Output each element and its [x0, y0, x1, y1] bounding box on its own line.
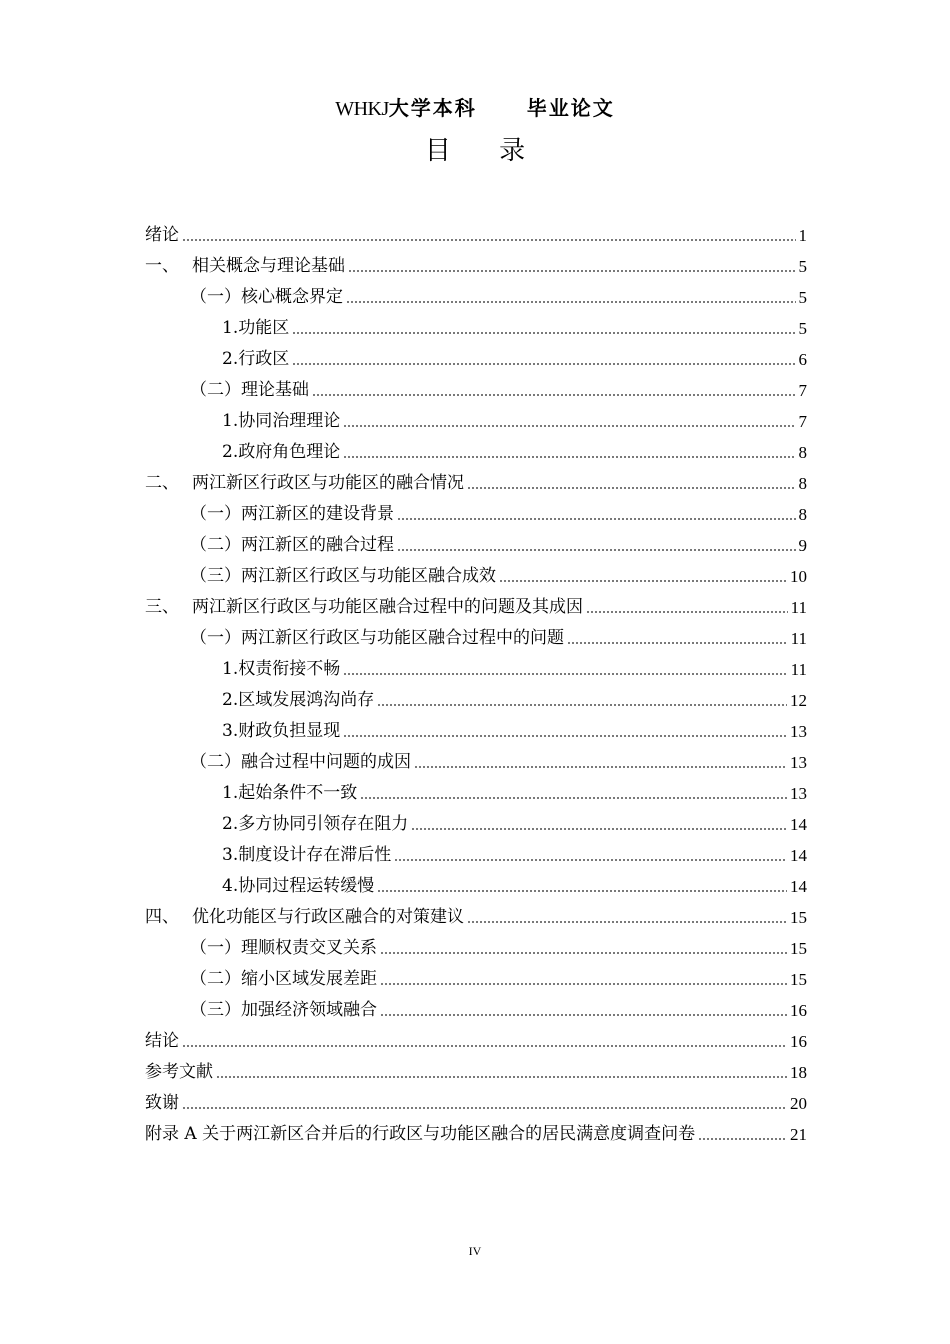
- toc-entry-number: 3.: [222, 845, 239, 865]
- table-of-contents: [145, 220, 807, 1150]
- toc-entry[interactable]: [145, 344, 807, 375]
- toc-entry-label: 权责衔接不畅: [238, 659, 341, 679]
- toc-entry-number: 2.: [222, 442, 239, 462]
- toc-entry-label: 制度设计存在滞后性: [238, 845, 392, 865]
- toc-dot-leader: [377, 890, 787, 892]
- toc-entry-page: 13: [790, 722, 807, 741]
- toc-entry-page: 7: [798, 381, 807, 400]
- toc-dot-leader: [394, 859, 787, 861]
- toc-dot-leader: [348, 270, 796, 272]
- toc-entry[interactable]: [145, 623, 807, 654]
- toc-entry-label: 功能区: [238, 318, 290, 338]
- toc-entry[interactable]: [145, 902, 807, 933]
- toc-entry-number: 二、: [145, 473, 179, 493]
- toc-entry-number: （一）: [190, 504, 241, 524]
- toc-entry-number: 1.: [222, 783, 239, 803]
- toc-entry-label: 附录 A 关于两江新区合并后的行政区与功能区融合的居民满意度调查问卷: [145, 1124, 696, 1144]
- toc-dot-leader: [216, 1076, 787, 1078]
- toc-dot-leader: [292, 332, 795, 334]
- toc-entry-page: 11: [790, 629, 807, 648]
- toc-dot-leader: [292, 363, 795, 365]
- toc-entry-page: 5: [798, 319, 807, 338]
- toc-entry-page: 14: [790, 815, 807, 834]
- toc-entry[interactable]: [145, 840, 807, 871]
- toc-dot-leader: [380, 952, 787, 954]
- toc-entry-number: （二）: [190, 752, 241, 772]
- toc-entry[interactable]: [145, 778, 807, 809]
- toc-entry-page: 5: [798, 288, 807, 307]
- toc-entry-number: 4.: [222, 876, 239, 896]
- toc-dot-leader: [586, 611, 788, 613]
- toc-entry-label: 协同治理理论: [238, 411, 341, 431]
- toc-entry-number: 四、: [145, 907, 179, 927]
- toc-entry-label: 理顺权责交叉关系: [241, 938, 377, 958]
- running-header: [0, 92, 950, 121]
- toc-entry-page: 15: [790, 908, 807, 927]
- header-latin: WHKJ: [335, 98, 389, 120]
- toc-dot-leader: [343, 735, 787, 737]
- toc-entry-label: 融合过程中问题的成因: [241, 752, 411, 772]
- header-thesis: 毕业论文: [526, 96, 615, 120]
- toc-entry-page: 13: [790, 753, 807, 772]
- toc-dot-leader: [698, 1138, 787, 1140]
- toc-entry-label: 两江新区行政区与功能区融合过程中的问题: [241, 628, 564, 648]
- toc-entry-label: 两江新区行政区与功能区融合过程中的问题及其成因: [192, 597, 583, 617]
- toc-dot-leader: [343, 425, 795, 427]
- toc-entry-label: 相关概念与理论基础: [192, 256, 345, 276]
- toc-entry-label: 加强经济领域融合: [241, 1000, 377, 1020]
- toc-entry[interactable]: [145, 747, 807, 778]
- toc-dot-leader: [377, 704, 787, 706]
- toc-entry-label: 两江新区的融合过程: [241, 535, 394, 555]
- toc-entry-label: 绪论: [145, 225, 179, 245]
- toc-dot-leader: [567, 642, 788, 644]
- toc-entry-page: 7: [798, 412, 807, 431]
- toc-entry[interactable]: [145, 437, 807, 468]
- toc-entry-number: （一）: [190, 628, 241, 648]
- toc-entry-label: 起始条件不一致: [238, 783, 358, 803]
- toc-entry-page: 6: [798, 350, 807, 369]
- toc-entry-page: 8: [798, 505, 807, 524]
- toc-entry-label: 优化功能区与行政区融合的对策建议: [192, 907, 464, 927]
- toc-entry-label: 核心概念界定: [241, 287, 343, 307]
- toc-dot-leader: [182, 1045, 787, 1047]
- toc-entry-label: 理论基础: [241, 380, 309, 400]
- toc-entry-label: 多方协同引领存在阻力: [238, 814, 409, 834]
- toc-entry-label: 行政区: [238, 349, 290, 369]
- toc-entry[interactable]: [145, 468, 807, 499]
- toc-entry-label: 两江新区行政区与功能区融合成效: [241, 566, 496, 586]
- toc-entry[interactable]: [145, 251, 807, 282]
- toc-dot-leader: [182, 239, 796, 241]
- toc-entry-number: 3.: [222, 721, 239, 741]
- toc-entry-page: 15: [790, 970, 807, 989]
- toc-entry[interactable]: [145, 1026, 807, 1057]
- toc-entry-label: 政府角色理论: [238, 442, 341, 462]
- toc-entry-page: 16: [790, 1032, 807, 1051]
- toc-dot-leader: [411, 828, 787, 830]
- toc-entry-number: 2.: [222, 690, 239, 710]
- toc-entry-number: （二）: [190, 969, 241, 989]
- toc-entry[interactable]: [145, 220, 807, 251]
- toc-entry-label: 两江新区行政区与功能区的融合情况: [192, 473, 464, 493]
- toc-dot-leader: [343, 673, 787, 675]
- toc-dot-leader: [467, 921, 787, 923]
- toc-dot-leader: [499, 580, 787, 582]
- toc-entry[interactable]: [145, 499, 807, 530]
- toc-dot-leader: [182, 1107, 787, 1109]
- toc-entry[interactable]: [145, 530, 807, 561]
- toc-entry[interactable]: [145, 282, 807, 313]
- toc-dot-leader: [397, 549, 796, 551]
- toc-entry[interactable]: [145, 375, 807, 406]
- toc-entry[interactable]: [145, 685, 807, 716]
- toc-dot-leader: [360, 797, 787, 799]
- toc-dot-leader: [312, 394, 796, 396]
- toc-entry-number: 1.: [222, 659, 239, 679]
- toc-entry-number: （三）: [190, 1000, 241, 1020]
- toc-entry-page: 18: [790, 1063, 807, 1082]
- toc-entry-page: 11: [790, 598, 807, 617]
- toc-entry-page: 21: [790, 1125, 807, 1144]
- toc-dot-leader: [397, 518, 796, 520]
- toc-entry[interactable]: [145, 1119, 807, 1150]
- toc-dot-leader: [380, 1014, 787, 1016]
- toc-entry[interactable]: [145, 964, 807, 995]
- toc-entry[interactable]: [145, 592, 807, 623]
- page-title: 目 录: [424, 136, 546, 166]
- toc-dot-leader: [467, 487, 796, 489]
- toc-entry[interactable]: [145, 561, 807, 592]
- toc-entry-label: 财政负担显现: [238, 721, 341, 741]
- toc-entry-number: （二）: [190, 380, 241, 400]
- toc-entry[interactable]: [145, 716, 807, 747]
- toc-entry-page: 10: [790, 567, 807, 586]
- toc-entry-page: 9: [798, 536, 807, 555]
- toc-dot-leader: [343, 456, 795, 458]
- toc-entry-page: 14: [790, 846, 807, 865]
- toc-entry-page: 8: [798, 443, 807, 462]
- toc-entry-number: 2.: [222, 349, 239, 369]
- toc-entry-page: 14: [790, 877, 807, 896]
- toc-entry-label: 缩小区域发展差距: [241, 969, 377, 989]
- toc-entry-page: 1: [798, 226, 807, 245]
- toc-entry-number: （一）: [190, 287, 241, 307]
- toc-entry[interactable]: [145, 995, 807, 1026]
- toc-entry-page: 12: [790, 691, 807, 710]
- toc-entry[interactable]: [145, 933, 807, 964]
- toc-entry-page: 5: [798, 257, 807, 276]
- toc-entry[interactable]: [145, 809, 807, 840]
- toc-entry-page: 8: [798, 474, 807, 493]
- toc-entry-number: 1.: [222, 318, 239, 338]
- toc-entry-page: 20: [790, 1094, 807, 1113]
- toc-entry[interactable]: [145, 1088, 807, 1119]
- toc-entry-number: （一）: [190, 938, 241, 958]
- page-number: IV: [468, 1244, 482, 1258]
- toc-entry-number: （三）: [190, 566, 241, 586]
- toc-entry-number: （二）: [190, 535, 241, 555]
- toc-entry[interactable]: [145, 871, 807, 902]
- toc-entry-label: 区域发展鸿沟尚存: [238, 690, 375, 710]
- toc-entry-page: 11: [790, 660, 807, 679]
- toc-entry[interactable]: [145, 406, 807, 437]
- toc-entry-label: 致谢: [145, 1093, 179, 1113]
- toc-entry-label: 结论: [145, 1031, 179, 1051]
- toc-entry-label: 参考文献: [145, 1062, 213, 1082]
- toc-entry-label: 协同过程运转缓慢: [238, 876, 375, 896]
- toc-entry-page: 15: [790, 939, 807, 958]
- toc-entry-number: 三、: [145, 597, 179, 617]
- toc-entry[interactable]: [145, 1057, 807, 1088]
- header-school: 大学本科: [388, 96, 477, 120]
- toc-entry-page: 13: [790, 784, 807, 803]
- toc-entry-number: 2.: [222, 814, 239, 834]
- toc-entry-number: 一、: [145, 256, 179, 276]
- toc-entry-number: 1.: [222, 411, 239, 431]
- toc-dot-leader: [346, 301, 796, 303]
- toc-dot-leader: [414, 766, 787, 768]
- toc-entry[interactable]: [145, 313, 807, 344]
- toc-entry-label: 两江新区的建设背景: [241, 504, 394, 524]
- toc-entry[interactable]: [145, 654, 807, 685]
- toc-dot-leader: [380, 983, 787, 985]
- toc-entry-page: 16: [790, 1001, 807, 1020]
